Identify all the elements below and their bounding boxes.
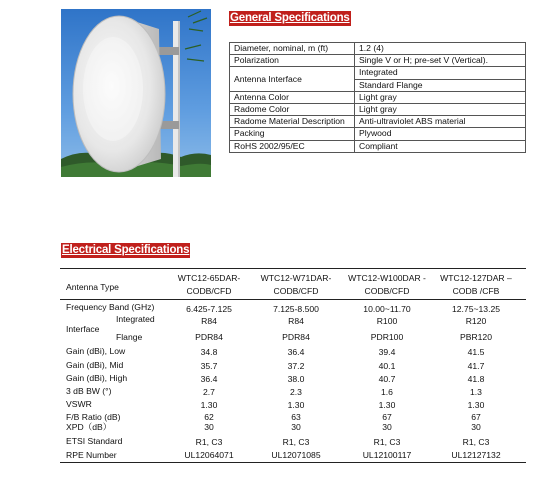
- flange-value: PBR120: [459, 332, 492, 342]
- table-row: [230, 116, 526, 128]
- frequency-value: 6.425-7.125: [186, 304, 232, 314]
- divider: [60, 268, 526, 269]
- spec-label: Radome Material Description: [230, 116, 355, 128]
- integrated-value: R84: [201, 316, 217, 326]
- rpe-value: UL12064071: [184, 450, 234, 460]
- spec-value: Light gray: [355, 91, 526, 103]
- table-row: [230, 67, 526, 79]
- xpd-label: XPD（dB）: [66, 422, 112, 432]
- cell-value: 41.8: [467, 374, 485, 384]
- row-label: Gain (dBi), Mid: [66, 360, 124, 370]
- cell-value: 37.2: [287, 361, 305, 371]
- integrated-value: R100: [376, 316, 398, 326]
- integrated-value: R120: [465, 316, 487, 326]
- row-label: Gain (dBi), High: [66, 373, 128, 383]
- row-label: VSWR: [66, 399, 92, 409]
- rpe-value: UL12127132: [451, 450, 501, 460]
- etsi-value: R1, C3: [195, 437, 223, 447]
- table-row: [230, 91, 526, 103]
- flange-label: Flange: [116, 332, 143, 342]
- spec-label: Radome Color: [230, 103, 355, 115]
- general-specifications-table: [229, 42, 526, 153]
- cell-value: 1.30: [378, 400, 396, 410]
- cell-value: 36.4: [200, 374, 218, 384]
- integrated-label: Integrated: [116, 314, 155, 324]
- fb-ratio-label: F/B Ratio (dB): [66, 412, 121, 422]
- frequency-label: Frequency Band (GHz): [66, 302, 155, 312]
- model-name: WTC12-127DAR –: [440, 273, 512, 283]
- spec-value: 1.2 (4): [355, 43, 526, 55]
- cell-value: 41.7: [467, 361, 485, 371]
- spec-value: Plywood: [355, 128, 526, 140]
- cell-value: 1.30: [287, 400, 305, 410]
- divider: [60, 299, 526, 300]
- xpd-value: 30: [204, 422, 214, 432]
- model-name: WTC12-W71DAR-: [260, 273, 332, 283]
- table-row: [230, 43, 526, 55]
- frequency-value: 12.75~13.25: [451, 304, 501, 314]
- cell-value: 40.1: [378, 361, 396, 371]
- etsi-value: R1, C3: [373, 437, 401, 447]
- rpe-value: UL12100117: [362, 450, 412, 460]
- fb-ratio-value: 62: [204, 412, 214, 422]
- cell-value: 35.7: [200, 361, 218, 371]
- rpe-value: UL12071085: [271, 450, 321, 460]
- electrical-specifications-title: Electrical Specifications: [62, 244, 190, 256]
- flange-value: PDR84: [282, 332, 310, 342]
- table-row: [230, 55, 526, 67]
- etsi-value: R1, C3: [282, 437, 310, 447]
- cell-value: 36.4: [287, 347, 305, 357]
- etsi-value: R1, C3: [462, 437, 490, 447]
- antenna-product-image: [61, 9, 211, 177]
- row-label: Gain (dBi), Low: [66, 346, 126, 356]
- fb-ratio-value: 67: [382, 412, 392, 422]
- spec-label: Packing: [230, 128, 355, 140]
- spec-label: Antenna Interface: [230, 67, 355, 91]
- integrated-value: R84: [288, 316, 304, 326]
- model-name: CODB/CFD: [273, 286, 319, 296]
- cell-value: 34.8: [200, 347, 218, 357]
- xpd-value: 30: [291, 422, 301, 432]
- fb-ratio-value: 67: [471, 412, 481, 422]
- divider: [60, 462, 526, 463]
- model-name: WTC12-W100DAR -: [348, 273, 426, 283]
- antenna-illustration: [61, 9, 211, 177]
- spec-label: Polarization: [230, 55, 355, 67]
- cell-value: 38.0: [287, 374, 305, 384]
- flange-value: PDR84: [195, 332, 223, 342]
- general-specifications-title: General Specifications: [230, 12, 350, 24]
- spec-value: Light gray: [355, 103, 526, 115]
- cell-value: 41.5: [467, 347, 485, 357]
- spec-value: Integrated: [355, 67, 526, 79]
- etsi-label: ETSI Standard: [66, 436, 123, 446]
- row-label: 3 dB BW (°): [66, 386, 112, 396]
- cell-value: 1.30: [467, 400, 485, 410]
- spec-label: Diameter, nominal, m (ft): [230, 43, 355, 55]
- cell-value: 2.3: [290, 387, 302, 397]
- spec-value: Single V or H; pre-set V (Vertical).: [355, 55, 526, 67]
- rpe-label: RPE Number: [66, 450, 117, 460]
- cell-value: 1.30: [200, 400, 218, 410]
- cell-value: 1.3: [470, 387, 482, 397]
- cell-value: 2.7: [203, 387, 215, 397]
- spec-label: RoHS 2002/95/EC: [230, 140, 355, 152]
- interface-label: Interface: [66, 324, 100, 334]
- frequency-value: 10.00~11.70: [363, 304, 411, 314]
- table-row: [230, 128, 526, 140]
- model-name: WTC12-65DAR-: [177, 273, 241, 283]
- cell-value: 40.7: [378, 374, 396, 384]
- cell-value: 39.4: [378, 347, 396, 357]
- spec-label: Antenna Color: [230, 91, 355, 103]
- model-name: CODB /CFB: [452, 286, 500, 296]
- model-name: CODB/CFD: [186, 286, 232, 296]
- cell-value: 1.6: [381, 387, 393, 397]
- frequency-value: 7.125-8.500: [273, 304, 319, 314]
- antenna-type-label: Antenna Type: [66, 282, 119, 292]
- spec-value: Compliant: [355, 140, 526, 152]
- fb-ratio-value: 63: [291, 412, 301, 422]
- flange-value: PDR100: [370, 332, 404, 342]
- spec-value: Standard Flange: [355, 79, 526, 91]
- xpd-value: 30: [471, 422, 481, 432]
- table-row: [230, 103, 526, 115]
- spec-value: Anti-ultraviolet ABS material: [355, 116, 526, 128]
- xpd-value: 30: [382, 422, 392, 432]
- table-row: [230, 140, 526, 152]
- model-name: CODB/CFD: [364, 286, 410, 296]
